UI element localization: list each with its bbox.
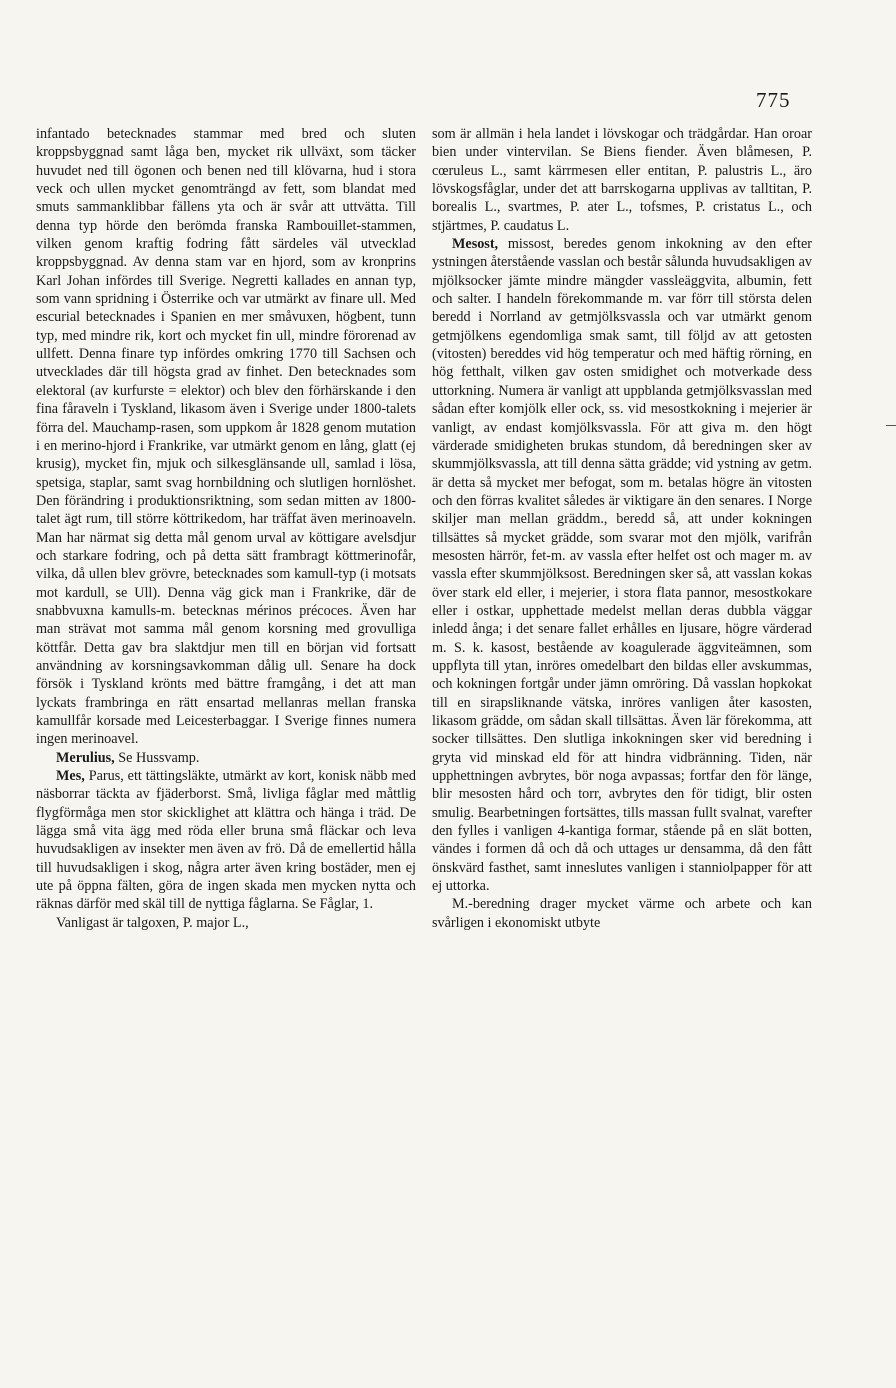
- headword-merulius: Merulius,: [56, 749, 115, 766]
- headword-mes: Mes,: [56, 768, 85, 785]
- entry-mes-text: Parus, ett tättingsläkte, utmärkt av kort, konisk näbb med näsborrar täckta av fjäderborst. Små, livliga fåglar med måttlig flygförmåga men stor skicklighet att klättra och hänga i träd. De lägga små vita ägg med röda eller bruna små fläckar och leva huvudsakligen av insekter men även av frö. Då de emellertid hålla till huvudsakligen i skog, några arter även kring bostäder, men ej ute på öppna fälten, göra de ingen skada men mycken nytta och räknas därför med skäl till de nyttiga fåglarna. Se Fåglar, 1.: [36, 768, 416, 913]
- paragraph-m-beredning: M.-beredning drager mycket värme och arbete och kan svårligen i ekonomiskt utbyte: [432, 896, 812, 931]
- page-edge-mark: [886, 425, 896, 426]
- page-number: 775: [756, 88, 791, 112]
- paragraph-talgoxen: Vanligast är talgoxen, P. major L.,: [56, 914, 249, 931]
- right-column: [432, 125, 812, 932]
- entry-merulius: [36, 749, 416, 767]
- paragraph-mes-continuation: som är allmän i hela landet i lövskogar och trädgårdar. Han oroar bien under vintervilan. Se Biens fiender. Även blåmesen, P. cœruleus L., samt kärrmesen eller entitan, P. palustris L., äro lövskogsfåglar, under det att barrskogarna upplivas av talltitan, P. borealis L., svartmes, P. ater L., tofsmes, P. cristatus L., och stjärtmes, P. caudatus L.: [432, 126, 812, 234]
- entry-merulius-text: Se Hussvamp.: [114, 749, 200, 766]
- entry-mes: [36, 767, 416, 914]
- entry-mesost-text: missost, beredes genom inkokning av den efter ystningen återstående vasslan och består sålunda huvudsakligen av mjölksocker jämte mindre mängder vassleäggvita, albumin, fett och salter. I handeln förekommande m. var förr till största delen beredd i Norrland av getmjölksvassla och var utmärkt genom getmjölkens egendomliga smak samt, till följd av att getosten (vitosten) bereddes vid hög temperatur och med häftig rörning, en hög fetthalt, vilken gav osten smidighet och motverkade dess uttorkning. Numera är vanligt att uppblanda getmjölksvasslan med sådan efter komjölk eller ock, ss. vid mesostkokning i mejerier är vanligt, av endast komjölksvassla. För att giva m. den högt värderade smidigheten brukas stundom, då beredningen sker av skummjölksvassla, att till denna sätta grädde; vid ystning av getm. är detta så mycket mer befogat, som m. betalas högre än vitosten och den förras kvalitet således är viktigare än den senares. I Norge skiljer man mellan gräddm., beredd så, att under kokningen tillsättes så mycket grädde, som svarar mot den mjölk, varifrån mesosten härrör, fet-m. av vassla efter helfet ost och mager m. av vassla efter skummjölksost. Beredningen sker så, att vasslan kokas över stark eld eller, i mejerier, i stora flata pannor, mesostkokare eller i ostkar, upphettade medelst mellan deras dubbla väggar inledd ånga; i det senare fallet erhålles en ljusare, högre värderad m. S. k. kasost, bestående av koagulerade äggviteämnen, som uppflyta till ytan, inröres omedelbart den bildas eller avskummas, och kokningen fortgår under jämn omröring. Då vasslan hopkokat till en sirapsliknande vätska, inröres vanligen åter kasosten, likasom grädde, om sådan skall tillsättas. Även lär förekomma, att socker tillsättes. Den slutliga inkokningen sker vid beredning i gryta vid minskad eld för att hindra vidbränning. Tiden, när upphettningen avbrytes, bör noga avpassas; fortfar den för länge, blir mesosten hård och torr, avbrytes den för tidigt, blir osten smulig. Bearbetningen fortsättes, tills massan fullt svalnat, varefter den fylles i vanligen 4-kantiga formar, stående på en slät botten, vändes i formen då och då och uttages ur densamma, då den fått önskvärd fasthet, samt inneslutes vanligen i stanniolpapper för att ej uttorka.: [432, 236, 812, 895]
- entry-mesost: [432, 235, 812, 895]
- left-column: [36, 125, 416, 932]
- paragraph-merino-continuation: infantado betecknades stammar med bred och sluten kroppsbyggnad samt låga ben, mycket rik ullväxt, som täcker huvudet ned till ögonen och benen ned till klövarna, hud i stora veck och ullen mycket genomträngd av fett, som blandat med smuts sammanklibbar fällens yta och är svår att uttvätta. Till denna typ hörde den berömda franska Rambouillet-stammen, vilken genom kraftig fodring fått särdeles väl utvecklad kroppsbyggnad. Av denna stam var en hjord, som av kronprins Karl Johan infördes till Sverige. Negretti kallades en annan typ, som vann spridning i Österrike och var utmärkt av finare ull. Med escurial betecknades i Spanien en mer småvuxen, högbent, tunn typ, med mindre rik, kort och mycket fin ull, mindre förorenad av ullfett. Denna finare typ infördes omkring 1770 till Sachsen och utvecklades där till högsta grad av finhet. Den betecknades som elektoral (av kurfurste = elektor) och blev den förhärskande i den fina fåraveln i Tyskland, likasom även i Sverige under 1800-talets förra del. Mauchamp-rasen, som uppkom år 1828 genom mutation i en merino-hjord i Frankrike, var utmärkt genom en lång, glatt (ej krusig), mycket fin, mjuk och silkesglänsande ull, samlad i lösa, spetsiga, staplar, samt svag hornbildning och slutligen hornlöshet. Den förändring i produktionsriktning, som sedan mitten av 1800-talet ägt rum, till större köttrikedom, har träffat även merinoaveln. Man har närmat sig detta mål genom urval av köttigare avelsdjur och starkare fodring, och på detta sätt frambragt köttmerinofår, vilka, då ullen blev grövre, betecknades som kamull-typ (i motsats mot kardull, se Ull). Denna väg gick man i Frankrike, där de snabbvuxna kamulls-m. betecknas mérinos précoces. Även har man strävat mot samma mål genom korsning med grovulliga köttfår. Detta gav bra slaktdjur men till en början vid fortsatt användning av korsningsavkomman dålig ull. Senare ha dock försök i Tyskland krönts med bättre framgång, i det att man lyckats frambringa en rätt ensartad mellanras mellan franska kamullfår korsade med Leicesterbaggar. I Sverige finnes numera ingen merinoavel.: [36, 126, 416, 748]
- headword-mesost: Mesost,: [452, 236, 499, 253]
